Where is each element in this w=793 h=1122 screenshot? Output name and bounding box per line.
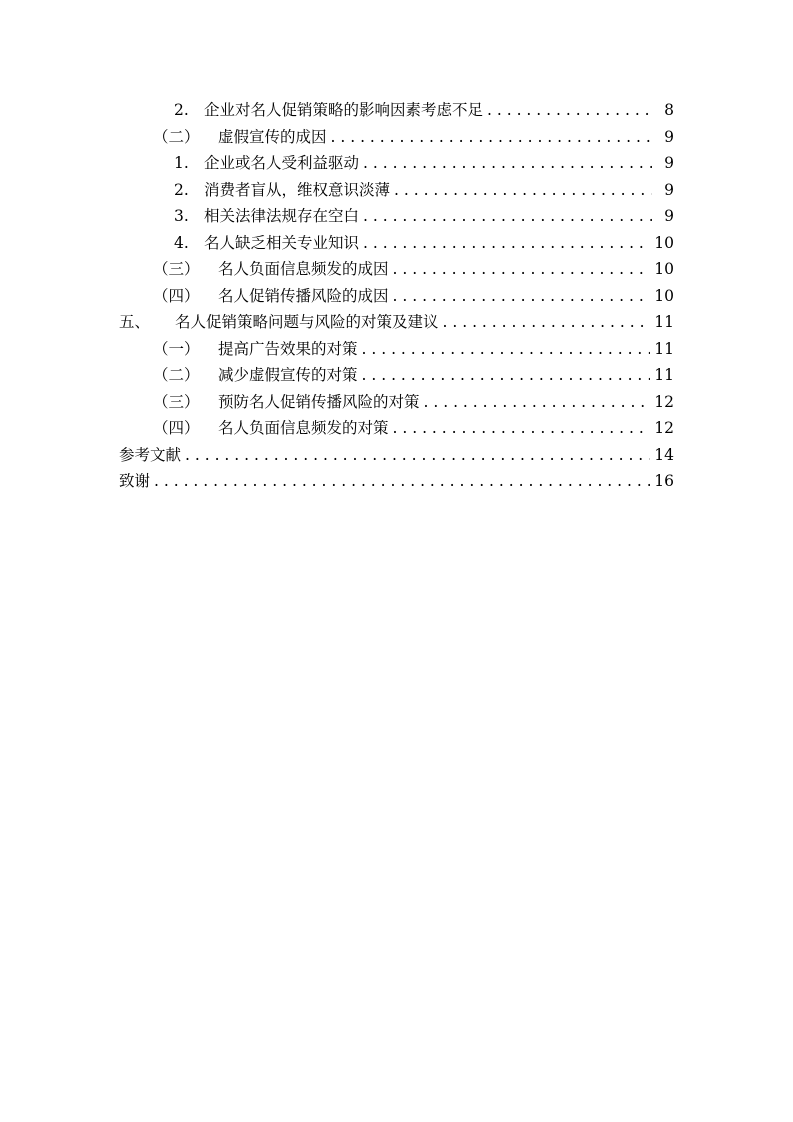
toc-entry-title: 消费者盲从，维权意识淡薄 (204, 180, 391, 199)
toc-entry-title: 虚假宣传的成因 (218, 127, 327, 146)
toc-entry-title: 名人缺乏相关专业知识 (204, 233, 360, 252)
toc-dot-leader (362, 362, 651, 389)
toc-entry-title: 预防名人促销传播风险的对策 (218, 392, 420, 411)
toc-entry-title: 致谢 (119, 472, 151, 490)
toc-entry[interactable] (119, 309, 674, 336)
toc-entry[interactable] (119, 256, 674, 283)
toc-entry-number: 五、 (119, 313, 151, 331)
toc-entry-page: 8 (664, 101, 674, 119)
toc-entry-page: 9 (664, 207, 674, 225)
toc-dot-leader (424, 389, 651, 416)
toc-dot-leader (393, 256, 651, 283)
toc-entry-number: （四） (153, 286, 200, 305)
toc-dot-leader (393, 415, 651, 442)
toc-entry[interactable] (119, 468, 674, 495)
toc-entry[interactable] (119, 124, 674, 151)
toc-dot-leader (363, 230, 650, 257)
toc-dot-leader (487, 97, 652, 124)
toc-entry[interactable] (119, 177, 674, 204)
toc-entry-title: 企业或名人受利益驱动 (204, 154, 360, 172)
toc-dot-leader (154, 468, 650, 495)
toc-entry-number: 2. (174, 101, 189, 119)
toc-entry-page: 10 (654, 286, 674, 305)
toc-entry-title: 相关法律法规存在空白 (204, 207, 360, 225)
toc-entry-number: 3. (174, 207, 189, 225)
toc-dot-leader (331, 124, 652, 151)
toc-dot-leader (185, 442, 650, 469)
toc-entry-title: 企业对名人促销策略的影响因素考虑不足 (204, 101, 484, 119)
toc-dot-leader (394, 177, 652, 204)
toc-entry-number: （三） (153, 392, 200, 411)
toc-entry-title: 名人负面信息频发的成因 (218, 260, 389, 278)
toc-entry-number: （一） (153, 339, 200, 358)
toc-entry[interactable] (119, 203, 674, 230)
toc-entry-page: 16 (654, 472, 674, 490)
toc-dot-leader (443, 309, 651, 336)
toc-entry[interactable] (119, 230, 674, 257)
toc-entry-title: 减少虚假宣传的对策 (218, 366, 358, 384)
toc-entry-page: 9 (664, 154, 674, 172)
toc-dot-leader (363, 203, 652, 230)
toc-entry-page: 14 (654, 445, 674, 464)
toc-entry[interactable] (119, 389, 674, 416)
toc-entry-page: 12 (654, 419, 674, 437)
toc-dot-leader (362, 336, 651, 363)
toc-entry-page: 11 (654, 313, 674, 331)
toc-entry-title: 名人促销传播风险的成因 (218, 286, 389, 305)
toc-entry-page: 10 (654, 233, 674, 252)
toc-entry-page: 9 (664, 127, 674, 146)
toc-entry-title: 名人促销策略问题与风险的对策及建议 (175, 313, 439, 331)
toc-entry-page: 11 (654, 366, 674, 384)
toc-entry-page: 9 (664, 180, 674, 199)
toc-entry-number: （二） (153, 366, 200, 384)
toc-dot-leader (363, 150, 652, 177)
toc-entry[interactable] (119, 150, 674, 177)
toc-entry-page: 11 (654, 339, 674, 358)
toc-entry-title: 名人负面信息频发的对策 (218, 419, 389, 437)
toc-entry[interactable] (119, 415, 674, 442)
toc-entry[interactable] (119, 362, 674, 389)
toc-entry-number: （四） (153, 419, 200, 437)
toc-entry-number: （二） (153, 127, 200, 146)
toc-entry-page: 10 (654, 260, 674, 278)
toc-entry-number: 4. (174, 233, 189, 252)
toc-entry-title: 提高广告效果的对策 (218, 339, 358, 358)
toc-entry[interactable] (119, 97, 674, 124)
toc-entry[interactable] (119, 336, 674, 363)
toc-entry[interactable] (119, 283, 674, 310)
toc-entry-number: 1. (174, 154, 189, 172)
toc-entry-page: 12 (654, 392, 674, 411)
toc-entry-number: 2. (174, 180, 189, 199)
toc-entry-number: （三） (153, 260, 200, 278)
toc-entry-title: 参考文献 (119, 445, 182, 464)
toc-dot-leader (393, 283, 651, 310)
table-of-contents (119, 97, 674, 495)
toc-entry[interactable] (119, 442, 674, 469)
